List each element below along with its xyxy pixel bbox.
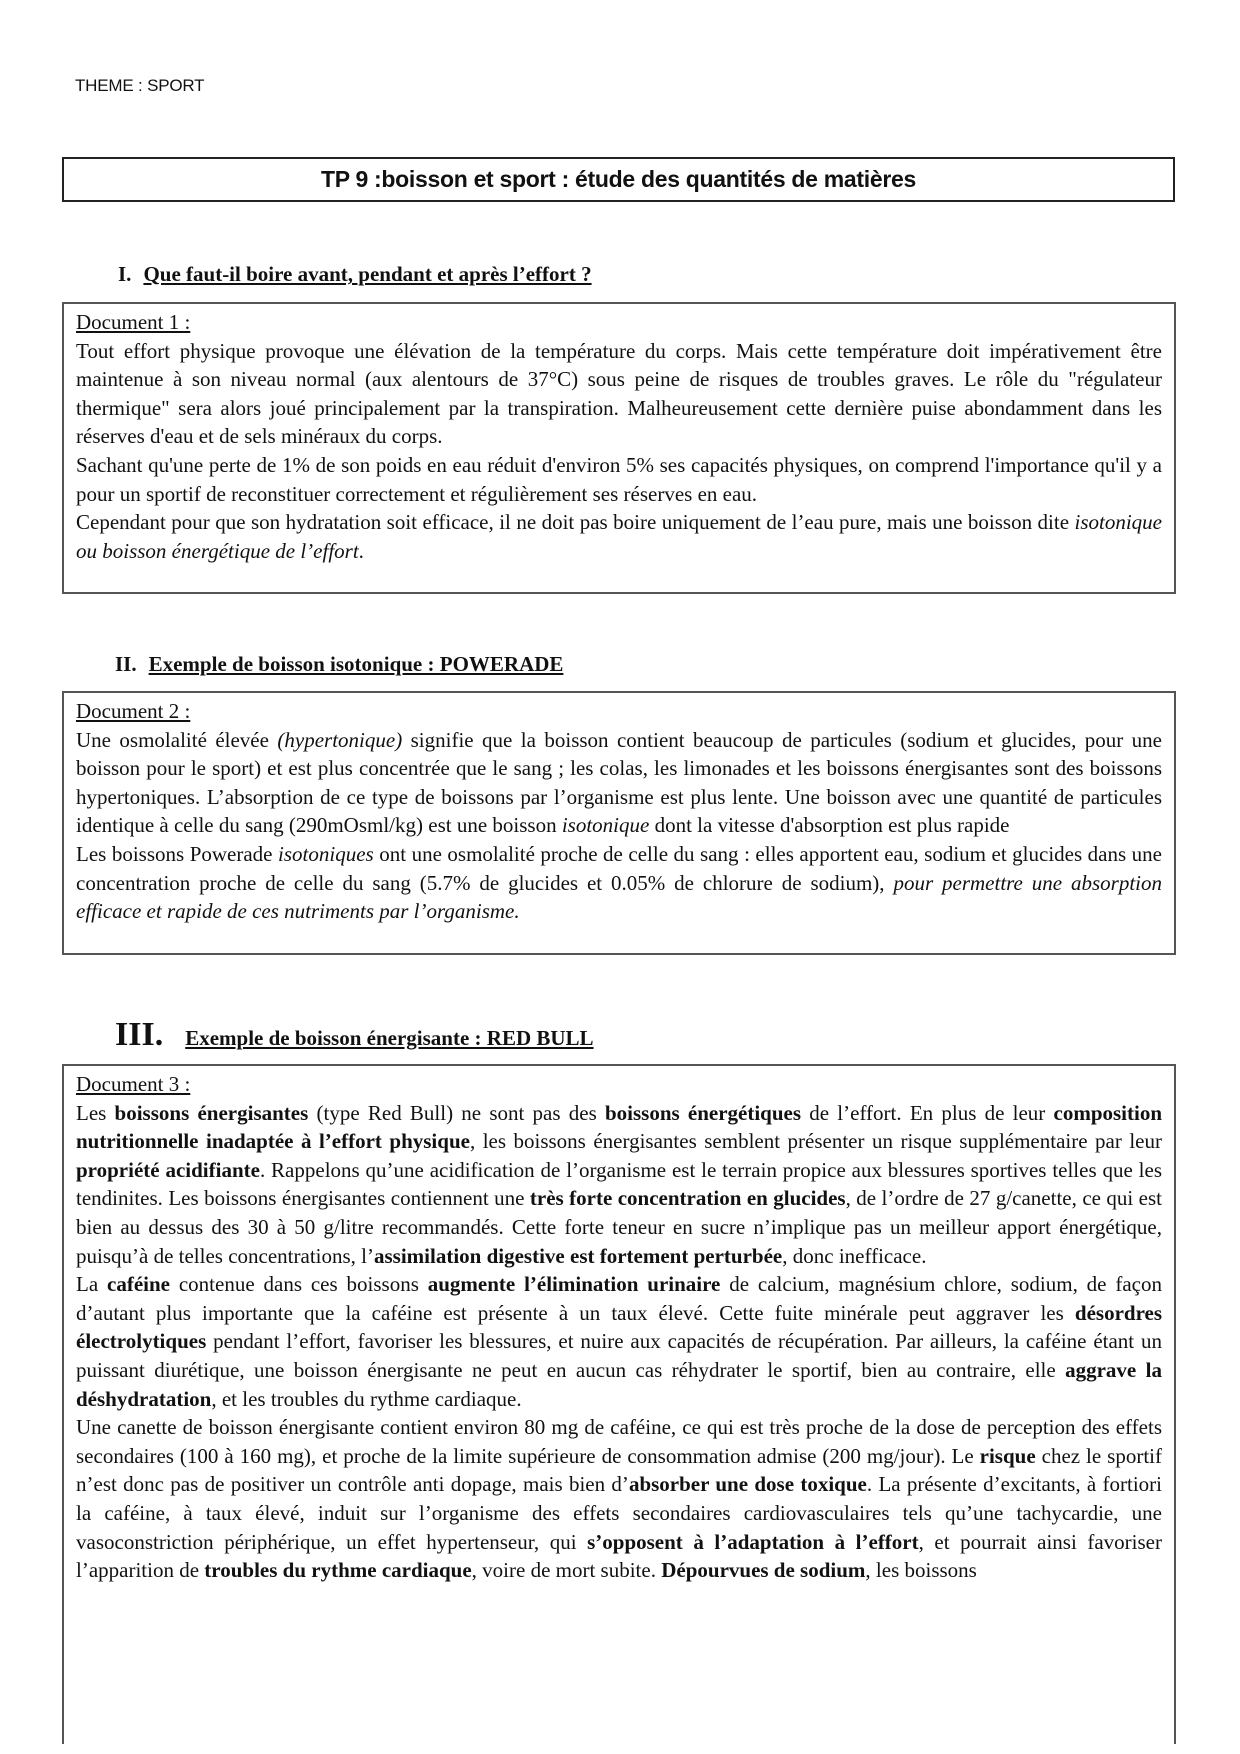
document-1-box <box>62 302 1176 594</box>
paragraph: Cependant pour que son hydratation soit efficace, il ne doit pas boire uniquement de l’eau pure, mais une boisson dite isotonique ou boisson énergétique de l’effort. <box>76 510 1162 563</box>
section-number: III. <box>115 1016 164 1053</box>
document-body <box>76 337 1162 566</box>
paragraph: Les boissons Powerade isotoniques ont une osmolalité proche de celle du sang : elles apportent eau, sodium et glucides dans une concentration proche de celle du sang (5.7% de glucides et 0.05% de chlorure de sodium), pour permettre une absorption efficace et rapide de ces nutriments par l’organisme. <box>76 841 1162 924</box>
paragraph: Les boissons énergisantes (type Red Bull) ne sont pas des boissons énergétiques de l’effort. En plus de leur composition nutritionnelle inadaptée à l’effort physique, les boissons énergisantes semblent présenter un risque supplémentaire par leur propriété acidifiante. Rappelons qu’une acidification de l’organisme est le terrain propice aux blessures sportives telles que les tendinites. Les boissons énergisantes contiennent une très forte concentration en glucides, de l’ordre de 27 g/canette, ce qui est bien au dessus des 30 à 50 g/litre recommandés. Cette forte teneur en sucre n’implique pas un meilleur apport énergétique, puisqu’à de telles concentrations, l’assimilation digestive est fortement perturbée, donc inefficace. <box>76 1100 1163 1268</box>
paragraph: Une osmolalité élevée (hypertonique) signifie que la boisson contient beaucoup de particules (sodium et glucides, pour une boisson pour le sport) et est plus concentrée que le sang ; les colas, les limonades et les boissons énergisantes sont des boissons hypertoniques. L’absorption de ce type de boissons par l’organisme est plus lente. Une boisson avec une quantité de particules identique à celle du sang (290mOsml/kg) est une boisson isotonique dont la vitesse d'absorption est plus rapide <box>76 727 1163 838</box>
paragraph: Une canette de boisson énergisante contient environ 80 mg de caféine, ce qui est très proche de la dose de perception des effets secondaires (100 à 160 mg), et proche de la limite supérieure de consommation admise (200 mg/jour). Le risque chez le sportif n’est donc pas de positiver un contrôle anti dopage, mais bien d’absorber une dose toxique. La présente d’excitants, à fortiori la caféine, à taux élevé, induit sur l’organisme des effets secondaires cardiovasculaires tels qu’une tachycardie, une vasoconstriction périphérique, un effet hypertenseur, qui s’opposent à l’adaptation à l’effort, et pourrait ainsi favoriser l’apparition de troubles du rythme cardiaque, voire de mort subite. Dépourvues de sodium, les boissons <box>76 1415 1163 1583</box>
document-3-box <box>62 1064 1176 1744</box>
section-number: II. <box>115 652 137 676</box>
theme-label: THEME : SPORT <box>75 76 205 95</box>
page-title: TP 9 :boisson et sport : étude des quantités de matières <box>321 166 916 192</box>
section-number: I. <box>118 262 132 286</box>
section-title: Exemple de boisson isotonique : POWERADE <box>148 652 564 676</box>
section-title: Exemple de boisson énergisante : RED BULL <box>185 1026 594 1050</box>
title-box <box>62 157 1175 202</box>
document-label: Document 3 : <box>76 1072 191 1096</box>
section-heading-2 <box>115 652 563 677</box>
section-heading-3 <box>115 1016 594 1054</box>
paragraph: Sachant qu'une perte de 1% de son poids en eau réduit d'environ 5% ses capacités physiques, on comprend l'importance qu'il y a pour un sportif de reconstituer correctement et régulièrement ses réserves en eau. <box>76 452 1162 506</box>
document-body <box>76 1099 1162 1585</box>
document-2-box <box>62 691 1176 955</box>
paragraph: La caféine contenue dans ces boissons augmente l’élimination urinaire de calcium, magnésium chlore, sodium, de façon d’autant plus importante que la caféine est présente à un taux élevé. Cette fuite minérale peut aggraver les désordres électrolytiques pendant l’effort, favoriser les blessures, et nuire aux capacités de récupération. Par ailleurs, la caféine étant un puissant diurétique, une boisson énergisante ne peut en aucun cas réhydrater le sportif, bien au contraire, elle aggrave la déshydratation, et les troubles du rythme cardiaque. <box>76 1272 1162 1411</box>
document-label: Document 2 : <box>76 699 191 723</box>
paragraph: Tout effort physique provoque une élévation de la température du corps. Mais cette température doit impérativement être maintenue à son niveau normal (aux alentours de 37°C) sous peine de risques de troubles graves. Le rôle du "régulateur thermique" sera alors joué principalement par la transpiration. Malheureusement cette dernière puise abondamment dans les réserves d'eau et de sels minéraux du corps. <box>76 338 1162 449</box>
document-body <box>76 726 1162 926</box>
section-heading-1 <box>118 262 592 287</box>
section-title: Que faut-il boire avant, pendant et après l’effort ? <box>143 262 592 286</box>
document-label: Document 1 : <box>76 310 191 334</box>
